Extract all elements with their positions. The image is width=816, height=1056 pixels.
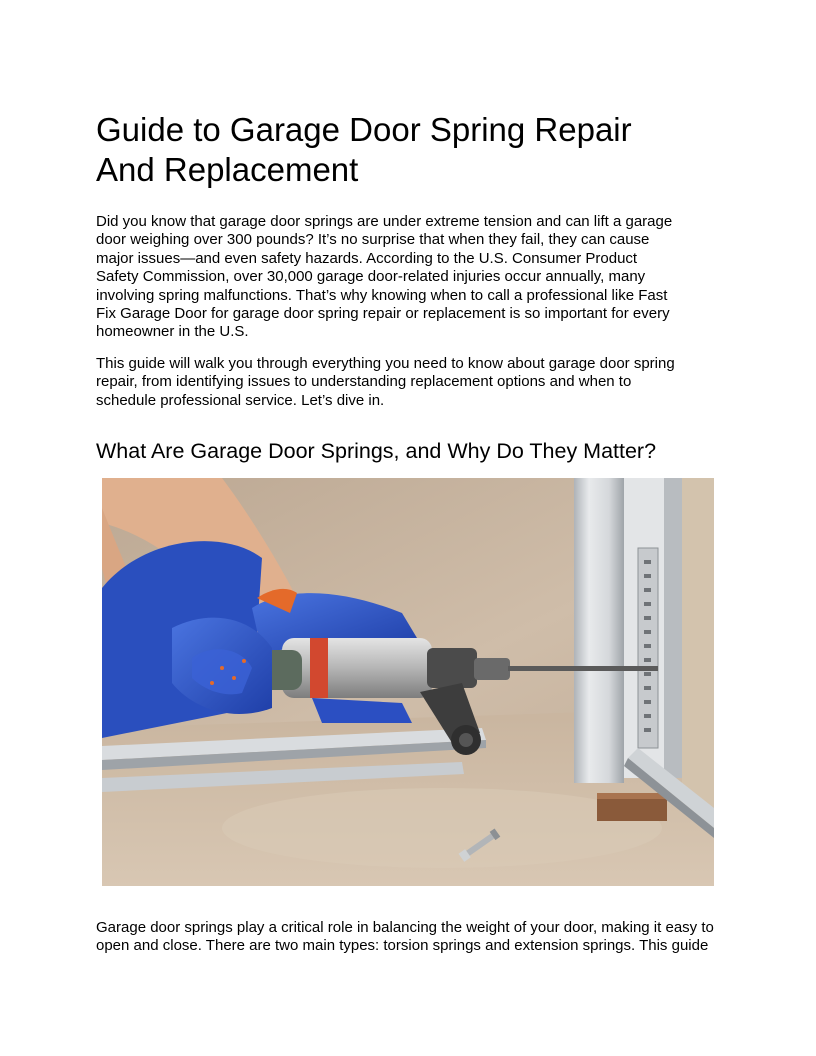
text-line: Safety Commission, over 30,000 garage door-related injuries occur annually, many <box>96 268 646 286</box>
intro-paragraph <box>96 213 736 342</box>
title-line: And Replacement <box>96 151 359 188</box>
text-line: Did you know that garage door springs are under extreme tension and can lift a garage <box>96 213 673 230</box>
text-line: schedule professional service. Let’s dive in. <box>96 391 385 409</box>
text-line: homeowner in the U.S. <box>96 323 249 341</box>
text-line: Fix Garage Door for garage door spring repair or replacement is so important for every <box>96 305 670 323</box>
text-line: This guide will walk you through everything you need to know about garage door spring <box>96 355 675 372</box>
text-line: open and close. There are two main types: torsion springs and extension springs. This guide <box>96 937 709 955</box>
garage-door-drilling-photo <box>102 478 714 886</box>
text-line: involving spring malfunctions. That’s why knowing when to call a professional like Fast <box>96 286 668 304</box>
text-line: major issues—and even safety hazards. According to the U.S. Consumer Product <box>96 249 638 267</box>
title-line: Guide to Garage Door Spring Repair <box>96 111 632 148</box>
text-line: door weighing over 300 pounds? It’s no surprise that when they fail, they can cause <box>96 231 650 249</box>
section-heading: What Are Garage Door Springs, and Why Do They Matter? <box>96 439 657 463</box>
section-paragraph <box>96 919 736 956</box>
guide-paragraph <box>96 355 736 410</box>
text-line: Garage door springs play a critical role in balancing the weight of your door, making it easy to <box>96 919 714 936</box>
page-title <box>96 110 736 190</box>
text-line: repair, from identifying issues to understanding replacement options and when to <box>96 373 632 391</box>
